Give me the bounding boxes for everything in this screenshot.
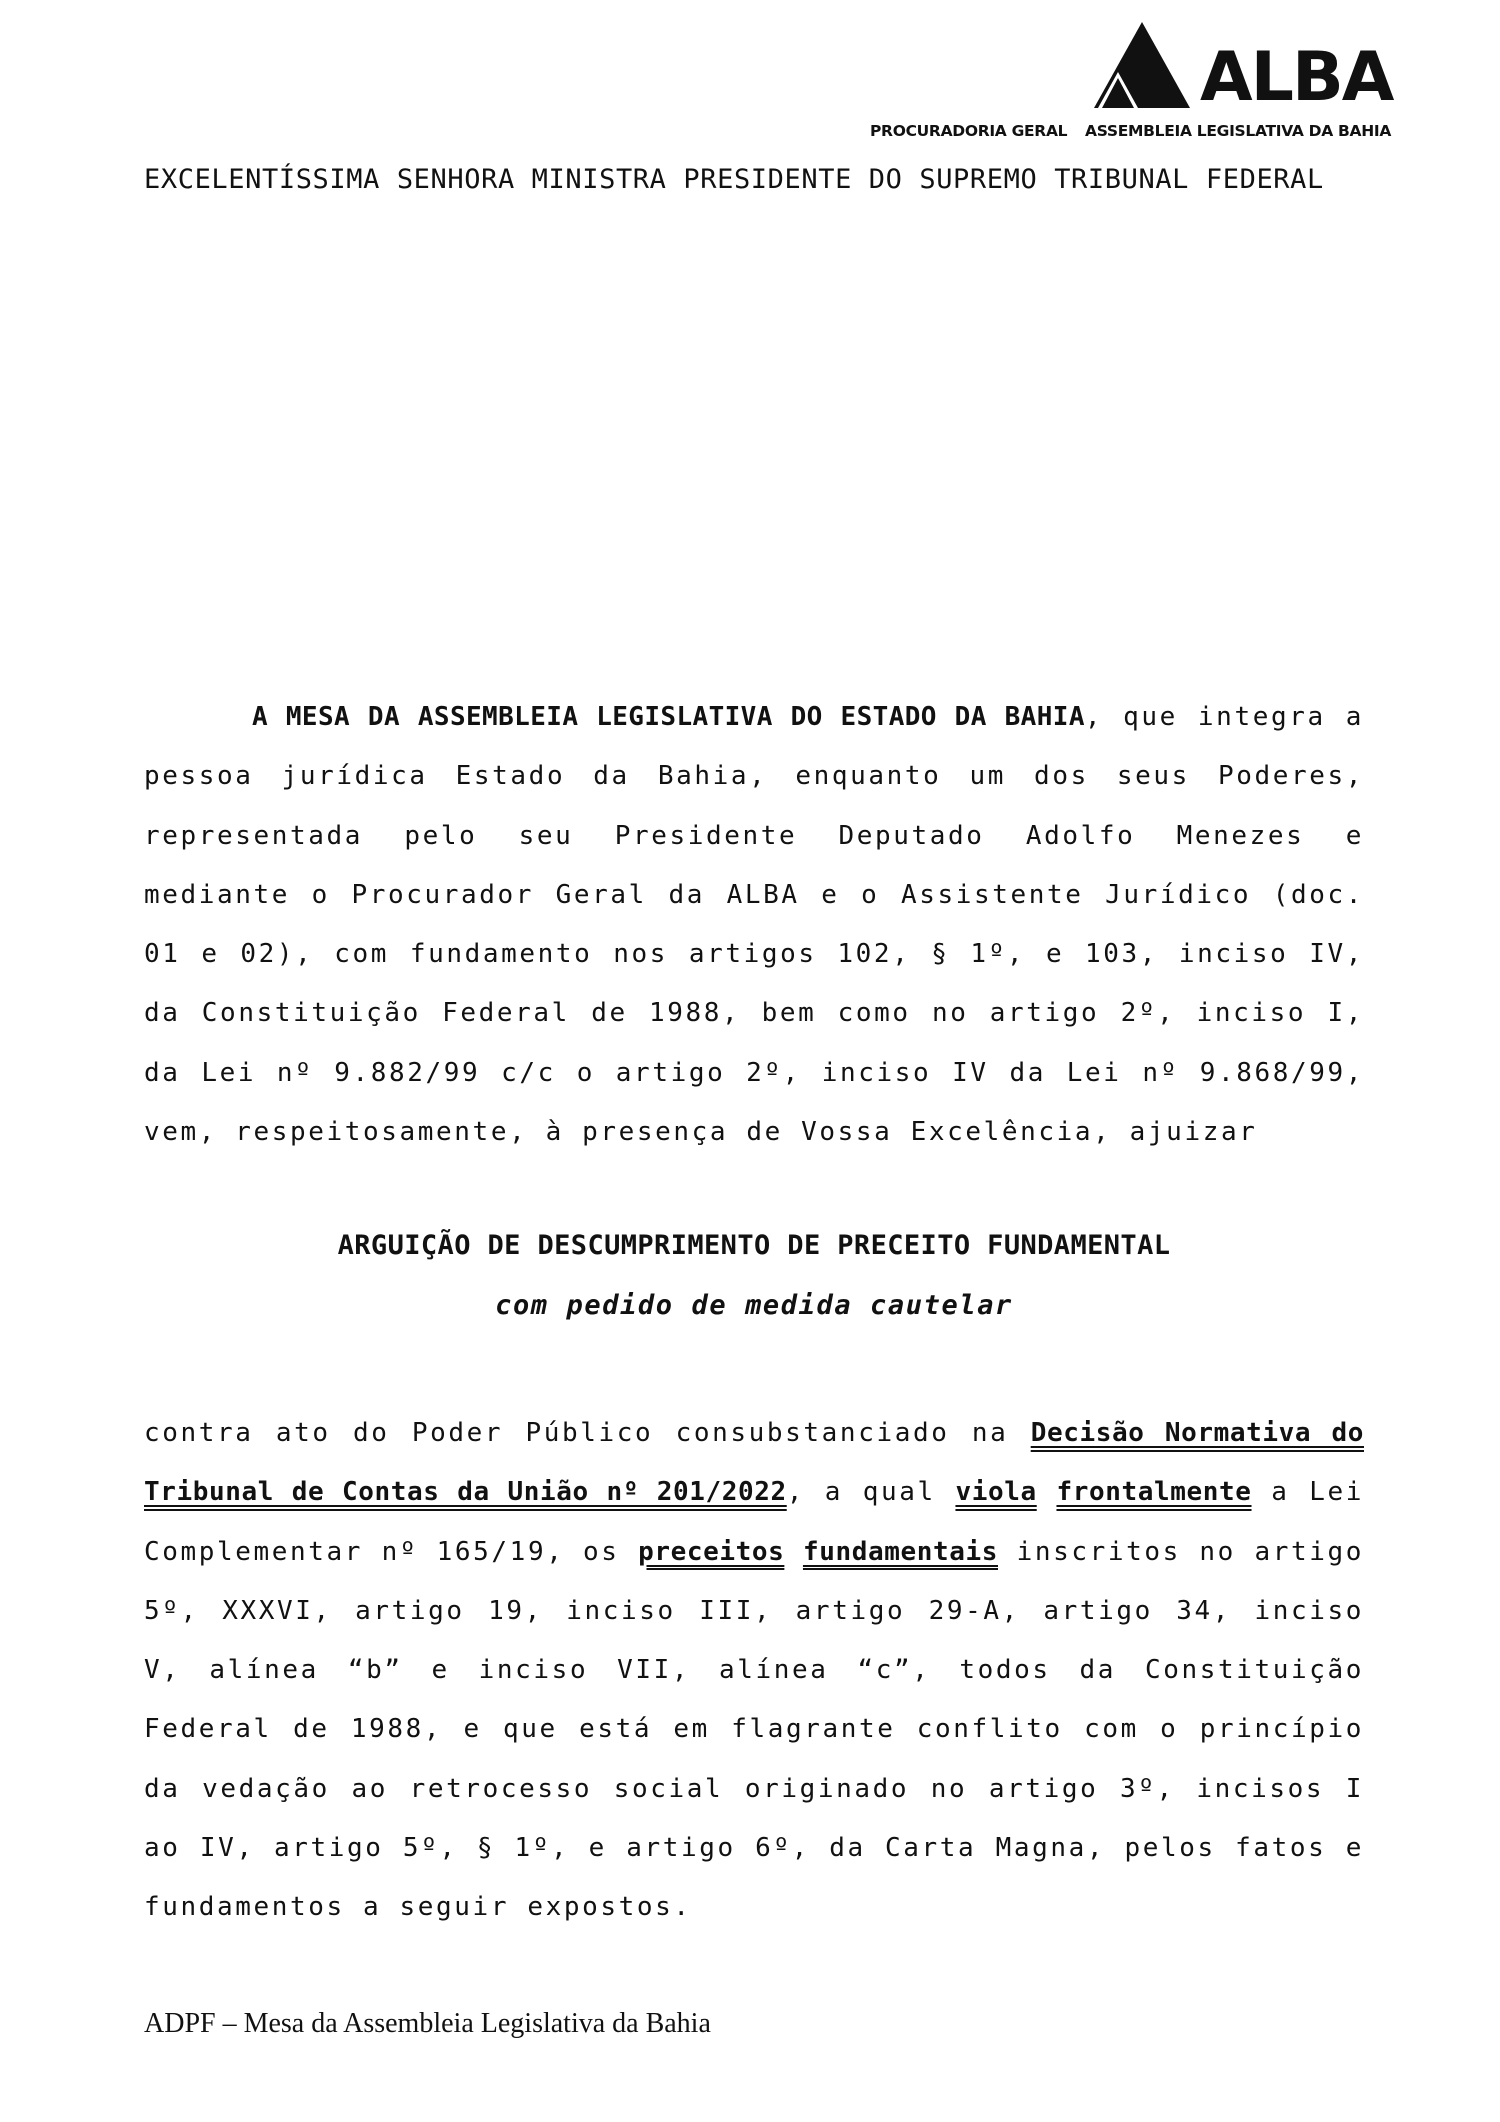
object-text-6: inscritos no artigo 5º, XXXVI, artigo 19, inciso III, artigo 29-A, artigo 34, inciso V, alínea “b” e inciso VII, alínea “c”, todos da Constituição Federal de 1988, e que está em flagrante conflito com o princípio da vedação ao retrocesso social originado no artigo 3º, incisos I ao IV, artigo 5º, § 1º, e artigo 6º, da Carta Magna, pelos fatos e fundamentos a seguir expostos. <box>144 1536 1364 1923</box>
alba-logo <box>860 22 1393 144</box>
underlined-frontalmente: frontalmente <box>1056 1477 1252 1508</box>
object-text-5 <box>784 1537 803 1567</box>
triangle-mountain-icon <box>1090 22 1190 112</box>
action-title: ARGUIÇÃO DE DESCUMPRIMENTO DE PRECEITO FUNDAMENTAL <box>337 1230 1171 1261</box>
page-footer: ADPF – Mesa da Assembleia Legislativa da Bahia <box>144 2008 711 2039</box>
object-text-3 <box>1037 1477 1057 1507</box>
opening-paragraph-text: , que integra a pessoa jurídica Estado da Bahia, enquanto um dos seus Poderes, representada pelo seu Presidente Deputado Adolfo Menezes e mediante o Procurador Geral da ALBA e o Assistente Jurídico (doc. 01 e 02), com fundamento nos artigos 102, § 1º, e 103, inciso IV, da Constituição Federal de 1988, bem como no artigo 2º, inciso I, da Lei nº 9.882/99 c/c o artigo 2º, inciso IV da Lei nº 9.868/99, vem, respeitosamente, à presença de Vossa Excelência, ajuizar <box>144 702 1364 1148</box>
logo-subtitle-left: PROCURADORIA GERAL <box>870 122 1068 140</box>
action-subtitle: com pedido de medida cautelar <box>495 1290 1013 1321</box>
logo-subtitle-right: ASSEMBLEIA LEGISLATIVA DA BAHIA <box>1085 122 1392 140</box>
opening-paragraph <box>144 688 1364 1162</box>
petitioner-name: A MESA DA ASSEMBLEIA LEGISLATIVA DO ESTADO DA BAHIA <box>252 702 1085 732</box>
object-text-1: contra ato do Poder Público consubstanciado na <box>144 1418 1031 1448</box>
underlined-preceitos: preceitos <box>638 1536 785 1567</box>
underlined-fundamentais: fundamentais <box>802 1536 998 1567</box>
object-text-4: a Lei Complementar nº 165/19, os <box>144 1477 1364 1567</box>
logo-brand-text: ALBA <box>1200 38 1393 117</box>
addressee-line: EXCELENTÍSSIMA SENHORA MINISTRA PRESIDENTE DO SUPREMO TRIBUNAL FEDERAL <box>144 164 1324 195</box>
object-paragraph <box>144 1404 1364 1938</box>
underlined-decision-reference: Decisão Normativa do Tribunal de Contas da União nº 201/2022 <box>144 1418 1364 1508</box>
underlined-viola: viola <box>955 1477 1037 1508</box>
object-text-2: , a qual <box>786 1477 956 1508</box>
